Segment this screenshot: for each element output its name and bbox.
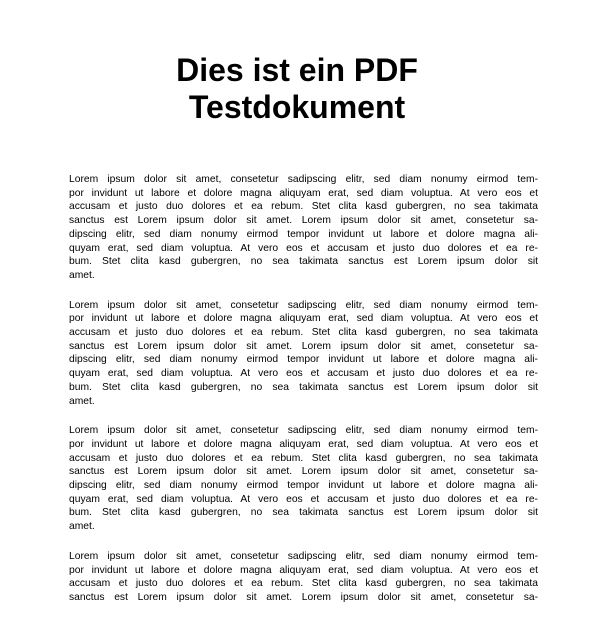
text-line: quyam erat, sed diam voluptua. At vero eos et accusam et justo duo dolores et ea re- — [69, 493, 538, 505]
text-line: Lorem ipsum dolor sit amet, consetetur sadipscing elitr, sed diam nonumy eirmod tem- — [69, 174, 538, 185]
document-body — [69, 173, 538, 621]
paragraph — [69, 299, 538, 409]
title-line-2: Testdokument — [188, 89, 406, 125]
document-title — [60, 52, 534, 126]
text-line: accusam et justo duo dolores et ea rebum. Stet clita kasd gubergren, no sea takimata — [69, 578, 538, 590]
text-line: Lorem ipsum dolor sit amet, consetetur sadipscing elitr, sed diam nonumy eirmod tem- — [69, 425, 538, 437]
text-line: amet. — [69, 395, 95, 407]
text-line: por invidunt ut labore et dolore magna aliquyam erat, sed diam voluptua. At vero eos et — [69, 438, 538, 450]
text-line: quyam erat, sed diam voluptua. At vero eos et accusam et justo duo dolores et ea re- — [69, 368, 538, 380]
title-line-1: Dies ist ein PDF — [176, 52, 418, 88]
text-line: sanctus est Lorem ipsum dolor sit amet. Lorem ipsum dolor sit amet, consetetur sa- — [69, 591, 538, 603]
text-line: dipscing elitr, sed diam nonumy eirmod tempor invidunt ut labore et dolore magna ali- — [69, 480, 538, 492]
text-line: bum. Stet clita kasd gubergren, no sea takimata sanctus est Lorem ipsum dolor sit — [69, 256, 538, 268]
text-line: sanctus est Lorem ipsum dolor sit amet. Lorem ipsum dolor sit amet, consetetur sa- — [69, 215, 538, 227]
text-line: por invidunt ut labore et dolore magna aliquyam erat, sed diam voluptua. At vero eos et — [69, 564, 538, 576]
text-line: amet. — [69, 269, 95, 281]
text-line: accusam et justo duo dolores et ea rebum. Stet clita kasd gubergren, no sea takimata — [69, 452, 538, 464]
text-line: por invidunt ut labore et dolore magna aliquyam erat, sed diam voluptua. At vero eos et — [69, 313, 538, 325]
paragraph — [69, 550, 538, 605]
text-line: quyam erat, sed diam voluptua. At vero eos et accusam et justo duo dolores et ea re- — [69, 242, 538, 254]
text-line: bum. Stet clita kasd gubergren, no sea takimata sanctus est Lorem ipsum dolor sit — [69, 507, 538, 519]
text-line: dipscing elitr, sed diam nonumy eirmod tempor invidunt ut labore et dolore magna ali- — [69, 228, 538, 240]
paragraph — [69, 173, 538, 283]
text-line: amet. — [69, 521, 95, 533]
text-line: Lorem ipsum dolor sit amet, consetetur sadipscing elitr, sed diam nonumy eirmod tem- — [69, 550, 538, 562]
text-line: por invidunt ut labore et dolore magna aliquyam erat, sed diam voluptua. At vero eos et — [69, 187, 538, 199]
text-line: bum. Stet clita kasd gubergren, no sea takimata sanctus est Lorem ipsum dolor sit — [69, 381, 538, 393]
paragraph — [69, 424, 538, 534]
text-line: sanctus est Lorem ipsum dolor sit amet. Lorem ipsum dolor sit amet, consetetur sa- — [69, 466, 538, 478]
text-line: Lorem ipsum dolor sit amet, consetetur sadipscing elitr, sed diam nonumy eirmod tem- — [69, 299, 538, 311]
text-line: accusam et justo duo dolores et ea rebum. Stet clita kasd gubergren, no sea takimata — [69, 201, 538, 213]
text-line: sanctus est Lorem ipsum dolor sit amet. Lorem ipsum dolor sit amet, consetetur sa- — [69, 340, 538, 352]
text-line: accusam et justo duo dolores et ea rebum. Stet clita kasd gubergren, no sea takimata — [69, 327, 538, 339]
text-line: dipscing elitr, sed diam nonumy eirmod tempor invidunt ut labore et dolore magna ali- — [69, 354, 538, 366]
